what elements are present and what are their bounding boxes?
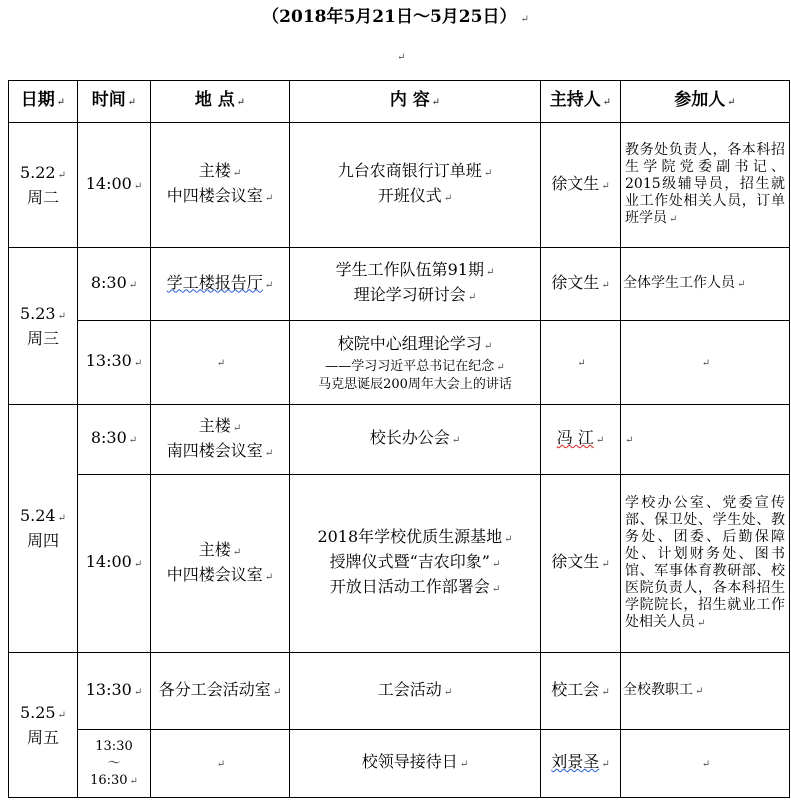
header-time: 时间 ↵ bbox=[78, 81, 151, 123]
content-cell: 工会活动 ↵ bbox=[290, 653, 541, 730]
header-host: 主持人 ↵ bbox=[541, 81, 621, 123]
table-row bbox=[9, 653, 790, 730]
header-row bbox=[9, 81, 790, 123]
table-row bbox=[9, 321, 790, 405]
host-cell: 冯 江 ↵ bbox=[541, 405, 621, 475]
date-cell: 5.23 ↵ 周三 bbox=[9, 248, 78, 405]
date-cell: 5.24 ↵ 周四 bbox=[9, 405, 78, 653]
host-cell: ↵ bbox=[541, 321, 621, 405]
host-cell: 徐文生 ↵ bbox=[541, 475, 621, 653]
content-cell: 校领导接待日 ↵ bbox=[290, 730, 541, 798]
header-place: 地 点 ↵ bbox=[151, 81, 290, 123]
place-cell: 主楼 ↵ 中四楼会议室 ↵ bbox=[151, 123, 290, 248]
header-date: 日期 ↵ bbox=[9, 81, 78, 123]
place-cell: 主楼 ↵ 中四楼会议室 ↵ bbox=[151, 475, 290, 653]
attendees-cell: 全校教职工 ↵ bbox=[621, 653, 790, 730]
schedule-table bbox=[8, 80, 790, 798]
time-cell: 8:30 ↵ bbox=[78, 248, 151, 321]
content-cell: 2018年学校优质生源基地 ↵ 授牌仪式暨“吉农印象” ↵ 开放日活动工作部署会 ↵ bbox=[290, 475, 541, 653]
date-cell: 5.22 ↵ 周二 bbox=[9, 123, 78, 248]
place-cell: 主楼 ↵ 南四楼会议室 ↵ bbox=[151, 405, 290, 475]
page-title bbox=[0, 6, 791, 31]
time-cell: 14:00 ↵ bbox=[78, 123, 151, 248]
table-row bbox=[9, 475, 790, 653]
paragraph-mark: ↵ bbox=[520, 14, 529, 25]
attendees-cell: 学校办公室、党委宣传部、保卫处、学生处、教务处、团委、后勤保障处、计划财务处、图书馆、军事体育教研部、校医院负责人，各本科招生学院院长，招生就业工作处相关人员 ↵ bbox=[621, 475, 790, 653]
time-cell: 13:30 ～ 16:30 ↵ bbox=[78, 730, 151, 798]
header-attendees: 参加人 ↵ bbox=[621, 81, 790, 123]
attendees-cell: 全体学生工作人员 ↵ bbox=[621, 248, 790, 321]
table-row bbox=[9, 405, 790, 475]
time-cell: 13:30 ↵ bbox=[78, 653, 151, 730]
table-row bbox=[9, 123, 790, 248]
header-content: 内 容 ↵ bbox=[290, 81, 541, 123]
attendees-cell: ↵ bbox=[621, 730, 790, 798]
table-row bbox=[9, 248, 790, 321]
attendees-cell: ↵ bbox=[621, 405, 790, 475]
content-cell: 九台农商银行订单班 ↵ 开班仪式 ↵ bbox=[290, 123, 541, 248]
place-cell: 学工楼报告厅 ↵ bbox=[151, 248, 290, 321]
time-cell: 8:30 ↵ bbox=[78, 405, 151, 475]
time-cell: 13:30 ↵ bbox=[78, 321, 151, 405]
host-cell: 校工会 ↵ bbox=[541, 653, 621, 730]
place-cell: ↵ bbox=[151, 321, 290, 405]
content-cell: 学生工作队伍第91期 ↵ 理论学习研讨会 ↵ bbox=[290, 248, 541, 321]
title-text: （2018年5月21日～5月25日） bbox=[262, 7, 517, 27]
date-cell: 5.25 ↵ 周五 bbox=[9, 653, 78, 798]
time-cell: 14:00 ↵ bbox=[78, 475, 151, 653]
table-row bbox=[9, 730, 790, 798]
content-cell: 校院中心组理论学习 ↵ ——学习习近平总书记在纪念 ↵ 马克思诞辰200周年大会上的讲话 bbox=[290, 321, 541, 405]
host-cell: 刘景圣 ↵ bbox=[541, 730, 621, 798]
attendees-cell: ↵ bbox=[621, 321, 790, 405]
host-cell: 徐文生 ↵ bbox=[541, 248, 621, 321]
place-cell: ↵ bbox=[151, 730, 290, 798]
host-cell: 徐文生 ↵ bbox=[541, 123, 621, 248]
attendees-cell: 教务处负责人，各本科招生学院党委副书记、2015级辅导员，招生就业工作处相关人员，订单班学员 ↵ bbox=[621, 123, 790, 248]
paragraph-mark: ↵ bbox=[397, 52, 406, 63]
place-cell: 各分工会活动室 ↵ bbox=[151, 653, 290, 730]
content-cell: 校长办公会 ↵ bbox=[290, 405, 541, 475]
